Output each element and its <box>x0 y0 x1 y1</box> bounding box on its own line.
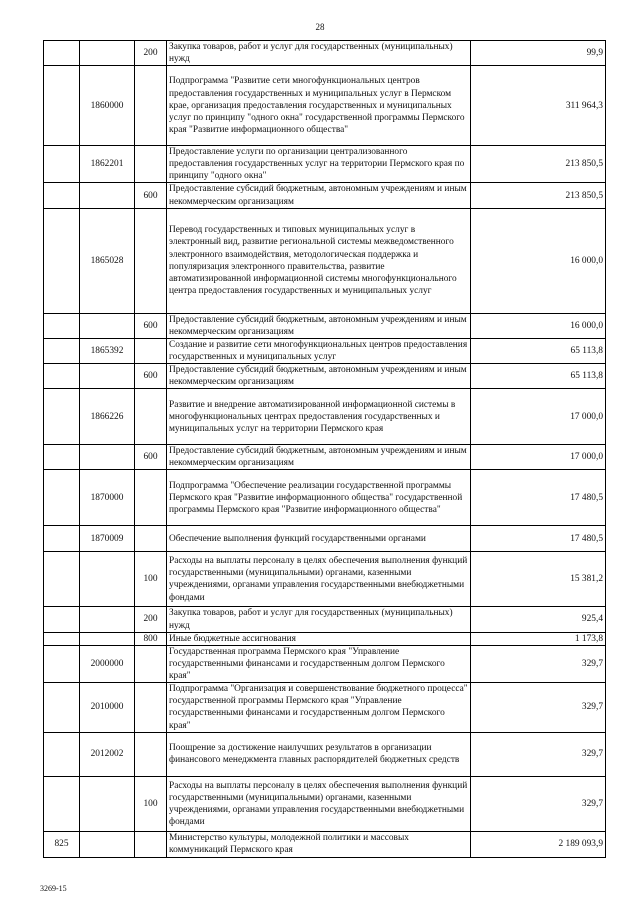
description-cell: Поощрение за достижение наилучших результатов в организации финансового менеджмента главных распорядителей бюджетных средств <box>167 732 471 776</box>
table-row <box>44 313 606 338</box>
amount-cell: 2 189 093,9 <box>471 831 606 857</box>
amount-cell: 17 000,0 <box>471 445 606 470</box>
amount-cell: 65 113,8 <box>471 338 606 363</box>
amount-cell: 1 173,8 <box>471 632 606 645</box>
description-cell: Предоставление субсидий бюджетным, автономным учреждениям и иным некоммерческим организациям <box>167 183 471 208</box>
description-cell: Закупка товаров, работ и услуг для государственных (муниципальных) нужд <box>167 607 471 632</box>
amount-cell: 16 000,0 <box>471 313 606 338</box>
target-code-cell: 1870009 <box>80 526 135 552</box>
amount-cell: 99,9 <box>471 41 606 66</box>
expense-type-cell: 100 <box>135 776 167 831</box>
budget-table <box>43 40 606 858</box>
table-row <box>44 41 606 66</box>
expense-type-cell: 600 <box>135 183 167 208</box>
table-row <box>44 682 606 732</box>
amount-cell: 17 000,0 <box>471 389 606 445</box>
admin-code-cell <box>44 526 80 552</box>
table-row <box>44 445 606 470</box>
expense-type-cell: 800 <box>135 632 167 645</box>
admin-code-cell <box>44 776 80 831</box>
description-cell: Создание и развитие сети многофункциональных центров предоставления государственных и муниципальных услуг <box>167 338 471 363</box>
admin-code-cell <box>44 41 80 66</box>
target-code-cell: 2010000 <box>80 682 135 732</box>
target-code-cell: 1870000 <box>80 470 135 526</box>
table-row <box>44 831 606 857</box>
expense-type-cell: 200 <box>135 41 167 66</box>
amount-cell: 16 000,0 <box>471 208 606 313</box>
table-row <box>44 552 606 607</box>
description-cell: Обеспечение выполнения функций государственными органами <box>167 526 471 552</box>
footer-doc-code: 3269-15 <box>40 884 67 893</box>
target-code-cell: 1865392 <box>80 338 135 363</box>
description-cell: Министерство культуры, молодежной политики и массовых коммуникаций Пермского края <box>167 831 471 857</box>
target-code-cell <box>80 776 135 831</box>
table-row <box>44 66 606 146</box>
target-code-cell <box>80 632 135 645</box>
expense-type-cell <box>135 526 167 552</box>
expense-type-cell <box>135 208 167 313</box>
table-row <box>44 645 606 682</box>
table-row <box>44 632 606 645</box>
expense-type-cell <box>135 66 167 146</box>
table-row <box>44 208 606 313</box>
target-code-cell: 1865028 <box>80 208 135 313</box>
amount-cell: 329,7 <box>471 645 606 682</box>
description-cell: Предоставление субсидий бюджетным, автономным учреждениям и иным некоммерческим организациям <box>167 313 471 338</box>
expense-type-cell <box>135 470 167 526</box>
page-number: 28 <box>315 22 325 32</box>
admin-code-cell <box>44 66 80 146</box>
admin-code-cell <box>44 208 80 313</box>
amount-cell: 925,4 <box>471 607 606 632</box>
expense-type-cell <box>135 146 167 183</box>
table-row <box>44 470 606 526</box>
admin-code-cell <box>44 364 80 389</box>
description-cell: Расходы на выплаты персоналу в целях обеспечения выполнения функций государственными (муниципальными) органами, казенными учреждениями, органами управления государственными внебюджетными фондами <box>167 552 471 607</box>
table-row <box>44 183 606 208</box>
target-code-cell <box>80 607 135 632</box>
admin-code-cell: 825 <box>44 831 80 857</box>
description-cell: Предоставление услуги по организации централизованного предоставления государственных услуг на территории Пермского края по принципу "одного окна" <box>167 146 471 183</box>
expense-type-cell <box>135 732 167 776</box>
expense-type-cell <box>135 338 167 363</box>
target-code-cell: 1860000 <box>80 66 135 146</box>
description-cell: Государственная программа Пермского края "Управление государственными финансами и государственным долгом Пермского края" <box>167 645 471 682</box>
expense-type-cell <box>135 645 167 682</box>
target-code-cell <box>80 552 135 607</box>
description-cell: Перевод государственных и типовых муниципальных услуг в электронный вид, развитие региональной системы межведомственного электронного взаимодействия, методологическая поддержка и популяризация электронного правительства, развитие автоматизированной информационной системы многофункционального центра предоставления государственных и муниципальных услуг <box>167 208 471 313</box>
expense-type-cell <box>135 389 167 445</box>
expense-type-cell: 600 <box>135 445 167 470</box>
expense-type-cell <box>135 831 167 857</box>
table-row <box>44 607 606 632</box>
description-cell: Подпрограмма "Развитие сети многофункциональных центров предоставления государственных и муниципальных услуг в Пермском крае, организация предоставления государственных и муниципальных услуг по принципу "одного окна" государственной программы Пермского края "Развитие информационного общества" <box>167 66 471 146</box>
table-row <box>44 364 606 389</box>
admin-code-cell <box>44 732 80 776</box>
amount-cell: 213 850,5 <box>471 183 606 208</box>
admin-code-cell <box>44 632 80 645</box>
target-code-cell: 1862201 <box>80 146 135 183</box>
amount-cell: 329,7 <box>471 776 606 831</box>
table-row <box>44 338 606 363</box>
amount-cell: 17 480,5 <box>471 526 606 552</box>
description-cell: Иные бюджетные ассигнования <box>167 632 471 645</box>
admin-code-cell <box>44 146 80 183</box>
table-row <box>44 146 606 183</box>
admin-code-cell <box>44 338 80 363</box>
expense-type-cell: 100 <box>135 552 167 607</box>
target-code-cell: 2012002 <box>80 732 135 776</box>
target-code-cell <box>80 183 135 208</box>
description-cell: Подпрограмма "Обеспечение реализации государственной программы Пермского края "Развитие информационного общества" государственной программы Пермского края "Развитие информационного общества" <box>167 470 471 526</box>
description-cell: Подпрограмма "Организация и совершенствование бюджетного процесса" государственной программы Пермского края "Управление государственными финансами и государственным долгом Пермского края" <box>167 682 471 732</box>
target-code-cell <box>80 364 135 389</box>
amount-cell: 213 850,5 <box>471 146 606 183</box>
table-row <box>44 526 606 552</box>
amount-cell: 15 381,2 <box>471 552 606 607</box>
admin-code-cell <box>44 445 80 470</box>
target-code-cell <box>80 831 135 857</box>
admin-code-cell <box>44 183 80 208</box>
description-cell: Расходы на выплаты персоналу в целях обеспечения выполнения функций государственными (муниципальными) органами, казенными учреждениями, органами управления государственными внебюджетными фондами <box>167 776 471 831</box>
admin-code-cell <box>44 645 80 682</box>
table-row <box>44 776 606 831</box>
description-cell: Развитие и внедрение автоматизированной информационной системы в многофункциональных центрах предоставления государственных и муниципальных услуг на территории Пермского края <box>167 389 471 445</box>
admin-code-cell <box>44 389 80 445</box>
expense-type-cell: 600 <box>135 313 167 338</box>
expense-type-cell: 200 <box>135 607 167 632</box>
admin-code-cell <box>44 470 80 526</box>
target-code-cell: 1866226 <box>80 389 135 445</box>
amount-cell: 311 964,3 <box>471 66 606 146</box>
amount-cell: 17 480,5 <box>471 470 606 526</box>
target-code-cell <box>80 41 135 66</box>
target-code-cell: 2000000 <box>80 645 135 682</box>
target-code-cell <box>80 445 135 470</box>
description-cell: Предоставление субсидий бюджетным, автономным учреждениям и иным некоммерческим организациям <box>167 364 471 389</box>
table-row <box>44 389 606 445</box>
expense-type-cell <box>135 682 167 732</box>
amount-cell: 65 113,8 <box>471 364 606 389</box>
admin-code-cell <box>44 552 80 607</box>
admin-code-cell <box>44 607 80 632</box>
description-cell: Предоставление субсидий бюджетным, автономным учреждениям и иным некоммерческим организациям <box>167 445 471 470</box>
amount-cell: 329,7 <box>471 732 606 776</box>
admin-code-cell <box>44 682 80 732</box>
description-cell: Закупка товаров, работ и услуг для государственных (муниципальных) нужд <box>167 41 471 66</box>
expense-type-cell: 600 <box>135 364 167 389</box>
admin-code-cell <box>44 313 80 338</box>
target-code-cell <box>80 313 135 338</box>
amount-cell: 329,7 <box>471 682 606 732</box>
table-row <box>44 732 606 776</box>
